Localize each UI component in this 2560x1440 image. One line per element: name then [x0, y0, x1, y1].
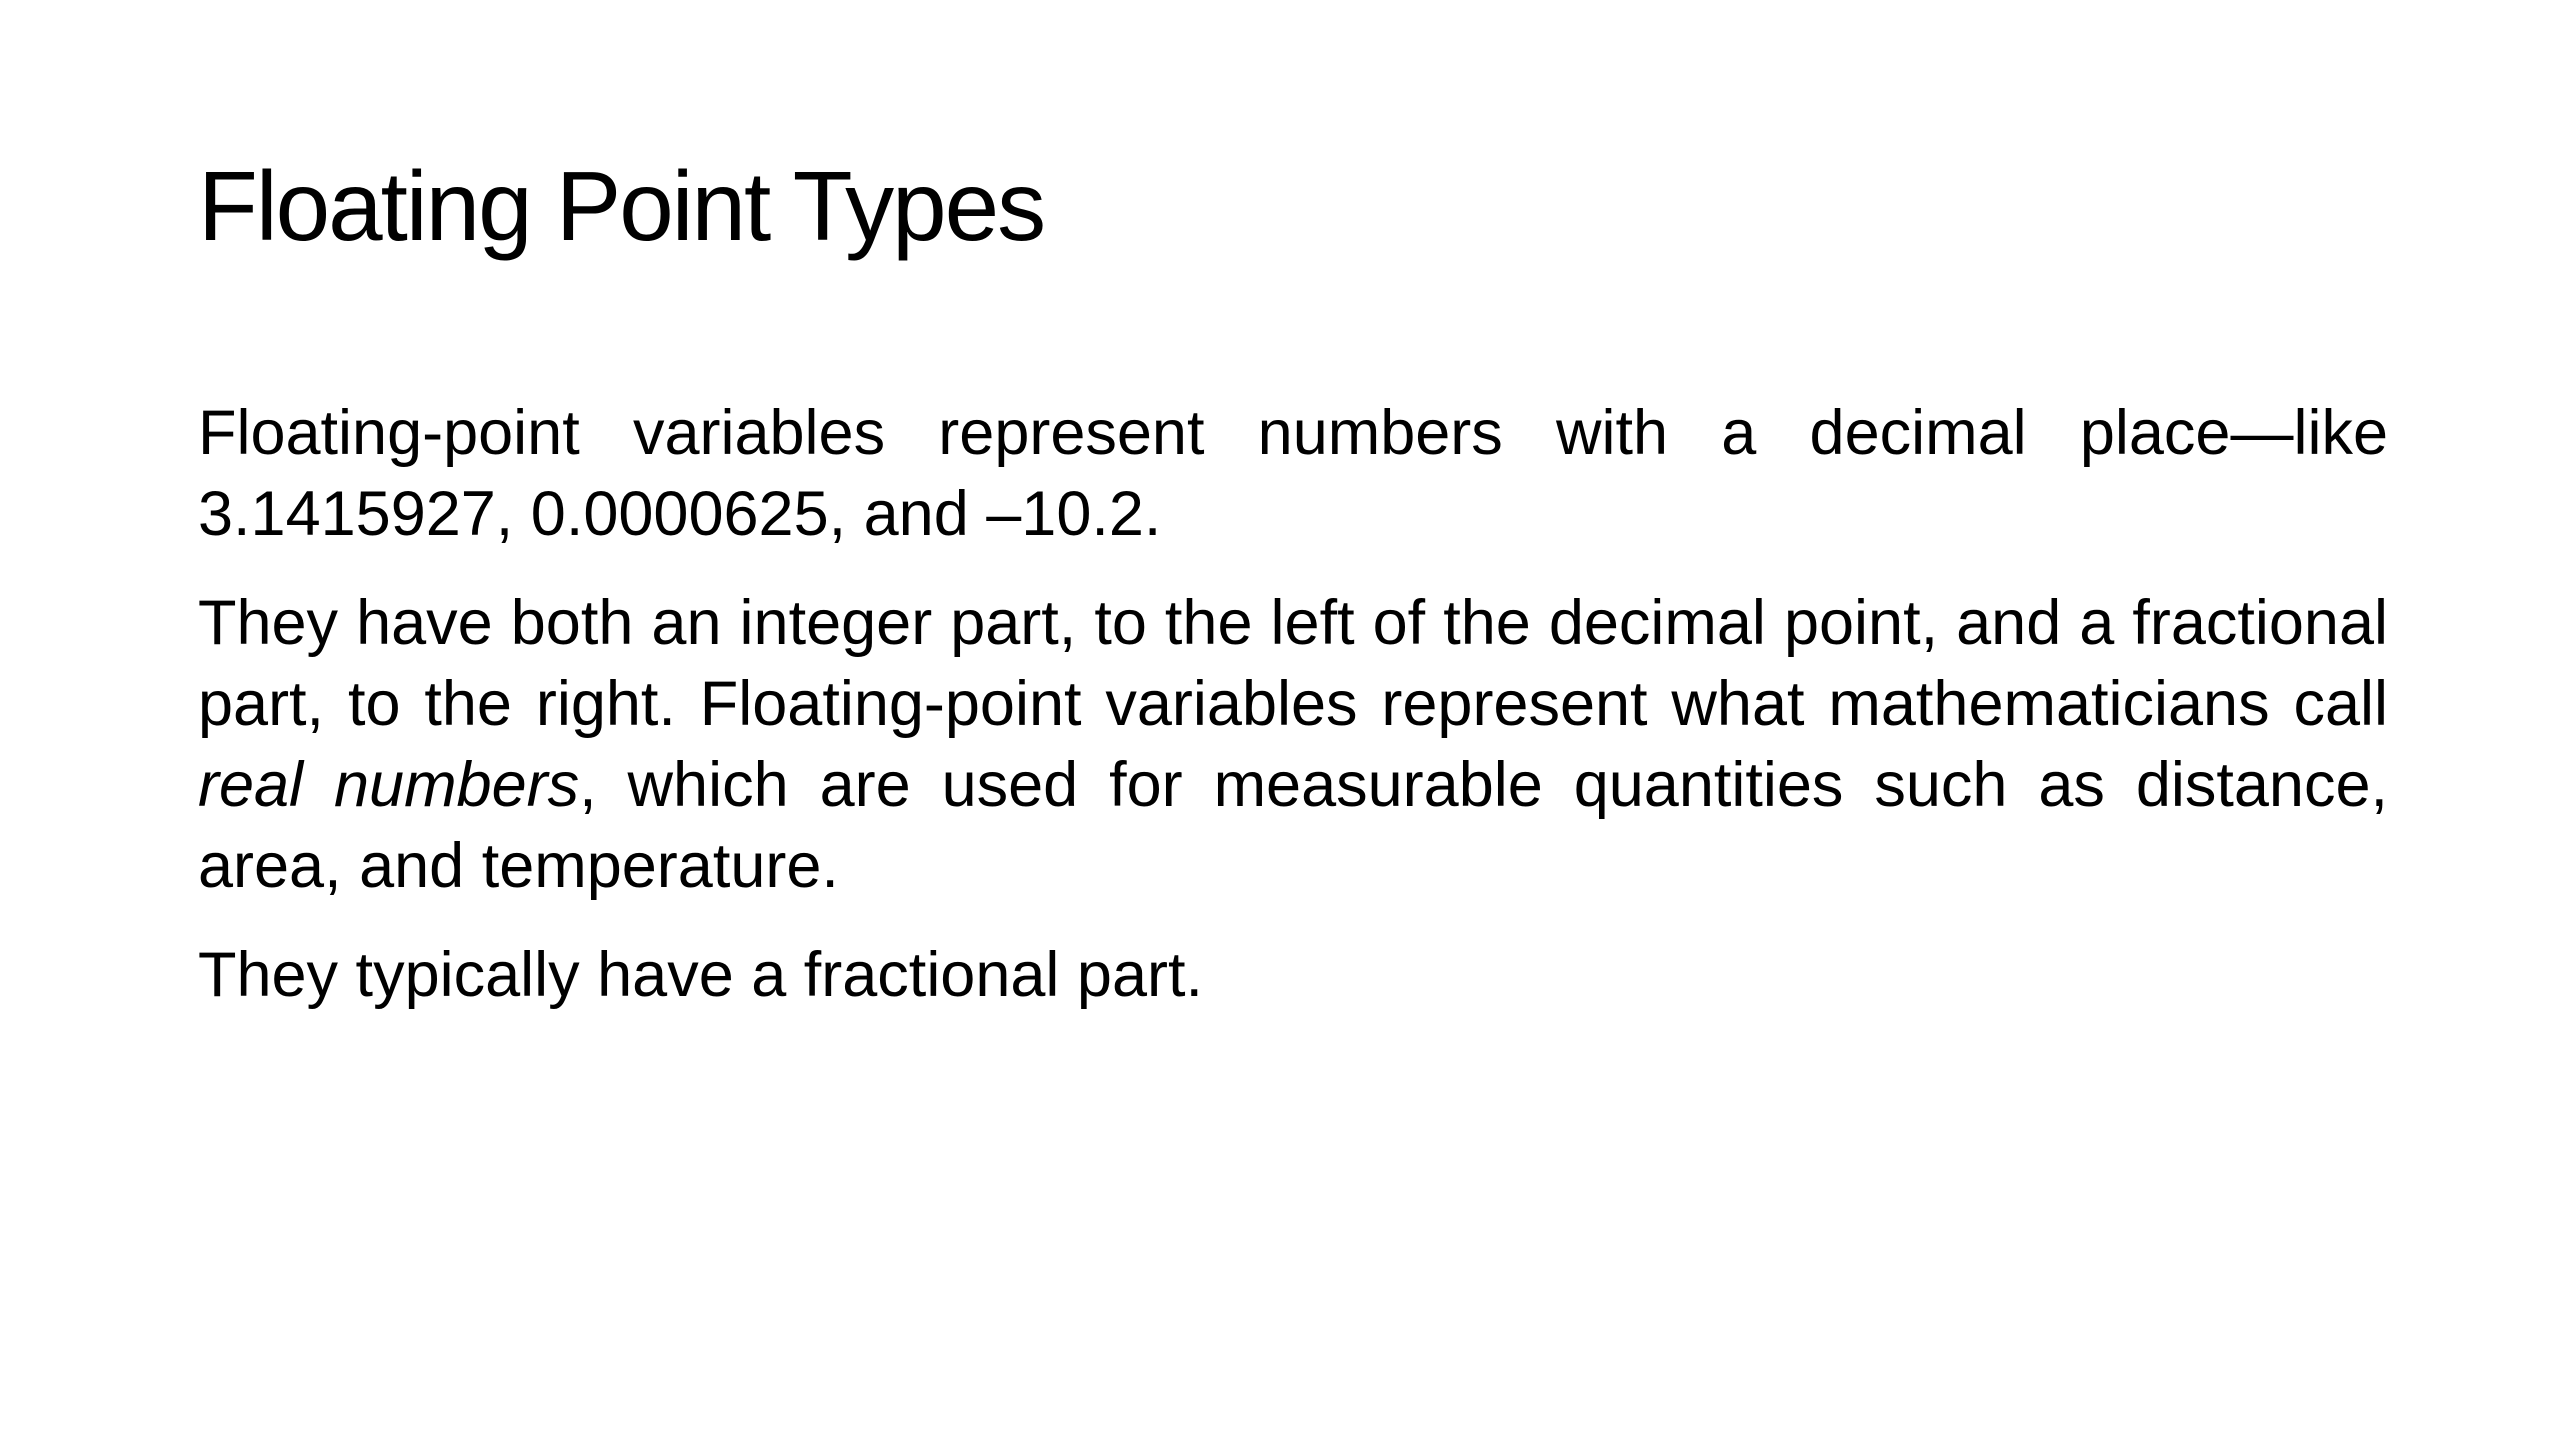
paragraph-real-numbers-text-end: , which are used for measurable quantities such as distance, area, and temperature.: [198, 750, 2388, 901]
paragraph-real-numbers: [198, 583, 2388, 907]
paragraph-fractional-part: They typically have a fractional part.: [198, 940, 1203, 1010]
paragraph-definition: Floating-point variables represent numbers with a decimal place—like 3.1415927, 0.0000625, and –10.2.: [198, 398, 2388, 549]
real-numbers-emphasis: real numbers: [198, 750, 580, 820]
paragraph-real-numbers-text-start: They have both an integer part, to the left of the decimal point, and a fractional part, to the right. Floating-point variables represent what mathematicians call: [198, 588, 2388, 739]
slide-title: Floating Point Types: [198, 151, 1045, 261]
slide-body: [198, 393, 2388, 1044]
